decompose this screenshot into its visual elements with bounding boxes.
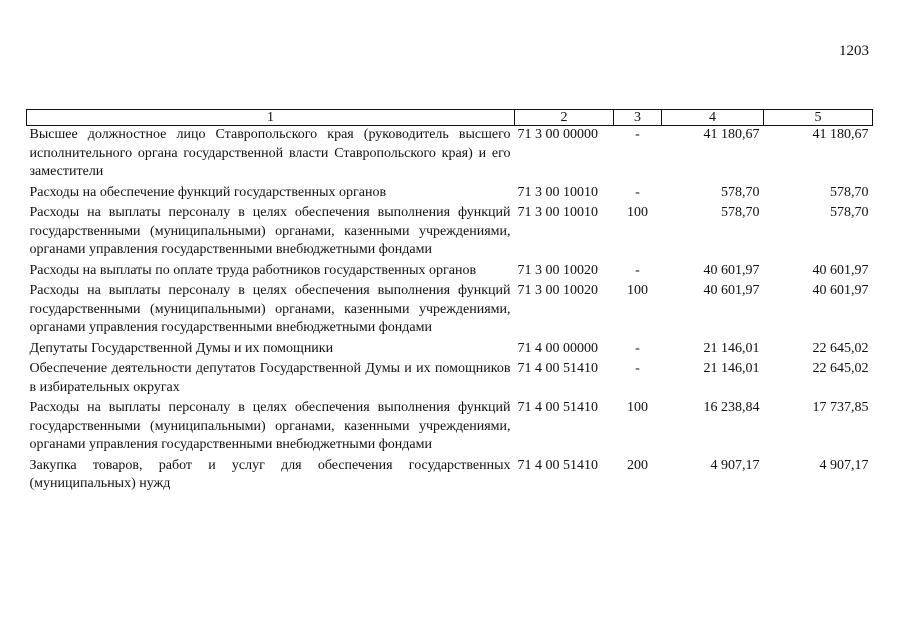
row-sum-1: 4 907,17 xyxy=(710,457,760,473)
row-sum-2: 40 601,97 xyxy=(812,283,869,298)
row-sum-1: 40 601,97 xyxy=(703,283,760,298)
row-sum-1: 16 238,84 xyxy=(703,400,760,415)
column-header-2: 2 xyxy=(515,110,614,126)
row-code: 71 3 00 00000 xyxy=(517,127,598,142)
row-code: 71 4 00 51410 xyxy=(517,361,598,376)
column-header-5: 5 xyxy=(764,110,873,126)
row-sum-1: 41 180,67 xyxy=(703,127,760,142)
table-header xyxy=(27,110,873,126)
row-type: - xyxy=(635,184,640,200)
row-type: 200 xyxy=(627,457,648,473)
row-sum-2: 41 180,67 xyxy=(812,127,869,142)
table-row xyxy=(27,204,873,262)
row-type: 100 xyxy=(627,205,648,220)
row-name: Расходы на обеспечение функций государственных органов xyxy=(29,184,387,200)
row-sum-2: 17 737,85 xyxy=(812,400,869,415)
row-name: Депутаты Государственной Думы и их помощники xyxy=(29,340,334,356)
row-sum-2: 22 645,02 xyxy=(812,340,869,356)
column-header-1: 1 xyxy=(27,110,515,126)
row-sum-2: 22 645,02 xyxy=(812,361,869,376)
row-name: Расходы на выплаты персоналу в целях обеспечения выполнения функций государственными (муниципальными) органами, казенными учреждениями, органами управления государственными внебюджетными фондами xyxy=(29,400,511,452)
table-row xyxy=(27,457,873,496)
row-type: - xyxy=(635,361,640,376)
row-sum-1: 578,70 xyxy=(721,205,760,220)
table-row xyxy=(27,184,873,205)
row-type: 100 xyxy=(627,283,648,298)
table-header-row xyxy=(27,110,873,126)
row-type: - xyxy=(635,127,640,142)
table-row xyxy=(27,340,873,361)
row-name: Расходы на выплаты по оплате труда работников государственных органов xyxy=(29,262,477,278)
row-sum-1: 21 146,01 xyxy=(703,340,760,356)
row-code: 71 4 00 51410 xyxy=(517,400,598,415)
row-sum-2: 4 907,17 xyxy=(819,457,869,473)
row-sum-1: 578,70 xyxy=(721,184,760,200)
table-row xyxy=(27,360,873,399)
table-row xyxy=(27,282,873,340)
row-code: 71 3 00 10020 xyxy=(517,283,598,298)
row-sum-1: 40 601,97 xyxy=(703,262,760,278)
row-name: Обеспечение деятельности депутатов Государственной Думы и их помощников в избирательных округах xyxy=(29,361,511,395)
table-row xyxy=(27,126,873,184)
row-name: Расходы на выплаты персоналу в целях обеспечения выполнения функций государственными (муниципальными) органами, казенными учреждениями, органами управления государственными внебюджетными фондами xyxy=(29,283,511,335)
column-header-3: 3 xyxy=(614,110,662,126)
row-name: Высшее должностное лицо Ставропольского края (руководитель высшего исполнительного органа государственной власти Ставропольского края) и его заместители xyxy=(29,127,511,179)
row-name: Расходы на выплаты персоналу в целях обеспечения выполнения функций государственными (муниципальными) органами, казенными учреждениями, органами управления государственными внебюджетными фондами xyxy=(29,205,511,257)
row-type: - xyxy=(635,340,640,356)
row-type: - xyxy=(635,262,640,278)
column-header-4: 4 xyxy=(662,110,764,126)
row-sum-2: 578,70 xyxy=(830,184,869,200)
row-type: 100 xyxy=(627,400,648,415)
row-sum-2: 40 601,97 xyxy=(812,262,869,278)
row-sum-2: 578,70 xyxy=(830,205,869,220)
table-row xyxy=(27,399,873,457)
row-code: 71 4 00 51410 xyxy=(517,457,598,473)
row-name: Закупка товаров, работ и услуг для обеспечения государственных (муниципальных) нужд xyxy=(29,457,511,491)
row-sum-1: 21 146,01 xyxy=(703,361,760,376)
row-code: 71 3 00 10020 xyxy=(517,262,598,278)
row-code: 71 4 00 00000 xyxy=(517,340,598,356)
budget-table xyxy=(26,109,873,496)
table-row xyxy=(27,262,873,283)
row-code: 71 3 00 10010 xyxy=(517,184,598,200)
row-code: 71 3 00 10010 xyxy=(517,205,598,220)
page-number: 1203 xyxy=(839,43,869,59)
table-body xyxy=(27,126,873,496)
